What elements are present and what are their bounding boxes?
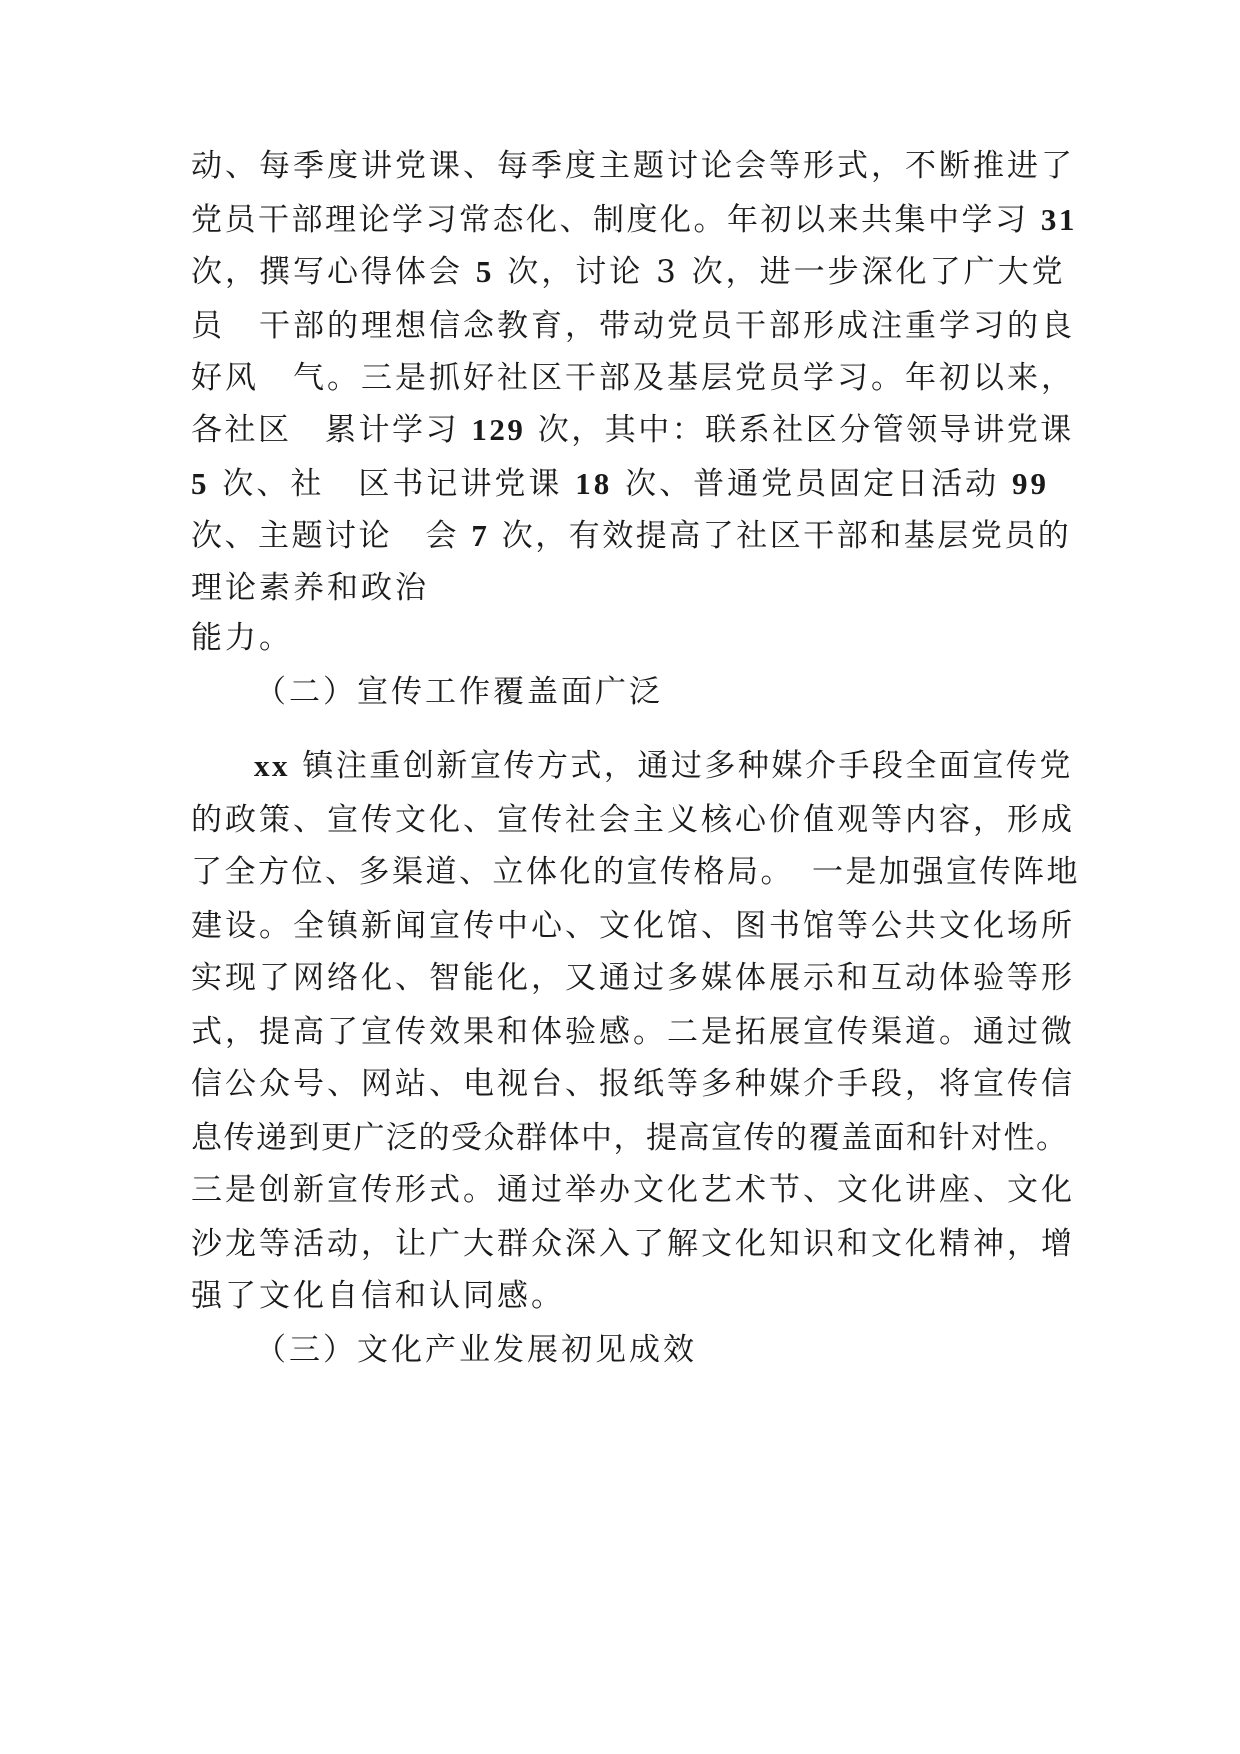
paragraph-line	[191, 1276, 565, 1316]
text-run: 信公众号、网站、电视台、报纸等多种媒介手段，将宣传信	[191, 1066, 1075, 1102]
text-run: 党员干部理论学习常态化、制度化。年初以来共集中学习	[191, 202, 1041, 238]
paragraph-line	[191, 852, 1080, 892]
number-run: 18	[575, 466, 613, 501]
number-run: 99	[1011, 466, 1049, 501]
text-run: 次，其中：联系社区分管领导讲党课	[525, 412, 1074, 448]
text-run: 沙龙等活动，让广大群众深入了解文化知识和文化精神，增	[191, 1226, 1075, 1262]
text-run: 三是创新宣传形式。通过举办文化艺术节、文化讲座、文化	[191, 1172, 1075, 1208]
paragraph-line	[191, 146, 1075, 186]
text-run: xx	[254, 748, 290, 783]
paragraph-line	[191, 568, 429, 608]
paragraph-line	[191, 464, 1049, 504]
paragraph-line	[191, 618, 293, 658]
text-run: 建设。全镇新闻宣传中心、文化馆、图书馆等公共文化场所	[191, 908, 1075, 944]
paragraph-line	[191, 958, 1075, 998]
section-heading: （二）宣传工作覆盖面广泛	[255, 674, 663, 710]
paragraph-line	[191, 1118, 1069, 1158]
text-run: 能力。	[191, 620, 293, 656]
text-run: 了全方位、多渠道、立体化的宣传格局。 一是加强宣传阵地	[191, 854, 1080, 890]
number-run: 129	[471, 412, 526, 447]
section-heading: （三）文化产业发展初见成效	[255, 1332, 697, 1368]
number-run: 7	[471, 518, 490, 553]
text-run: 次、普通党员固定日活动	[612, 466, 1012, 502]
paragraph-line	[191, 516, 1071, 556]
text-run: 动、每季度讲党课、每季度主题讨论会等形式，不断推进了	[191, 148, 1075, 184]
paragraph-line	[254, 746, 1073, 786]
paragraph-line	[191, 1224, 1075, 1264]
text-run: 员 干部的理想信念教育，带动党员干部形成注重学习的良	[191, 308, 1075, 344]
paragraph-line	[191, 1064, 1075, 1104]
text-run: 好风 气。三是抓好社区干部及基层党员学习。年初以来，	[191, 360, 1075, 396]
paragraph-line	[191, 358, 1075, 398]
text-run: 次、社 区书记讲党课	[209, 466, 576, 502]
paragraph-line	[191, 1170, 1075, 1210]
text-run: 强了文化自信和认同感。	[191, 1278, 565, 1314]
text-run: 次，讨论 3 次，进一步深化了广大党	[494, 254, 1066, 290]
paragraph-line	[191, 906, 1075, 946]
text-run: 镇注重创新宣传方式，通过多种媒介手段全面宣传党	[290, 748, 1073, 784]
paragraph-line	[191, 410, 1074, 450]
text-run: 息传递到更广泛的受众群体中，提高宣传的覆盖面和针对性。	[191, 1120, 1069, 1156]
number-run: 5	[475, 254, 495, 289]
text-run: 次，撰写心得体会	[191, 254, 476, 290]
text-run: 次、主题讨论 会	[191, 518, 472, 554]
text-run: 各社区 累计学习	[191, 412, 472, 448]
paragraph-line	[191, 306, 1075, 346]
number-run: 31	[1040, 202, 1077, 237]
text-run: 的政策、宣传文化、宣传社会主义核心价值观等内容，形成	[191, 802, 1075, 838]
paragraph-line	[191, 252, 1066, 292]
number-run: 5	[191, 466, 210, 501]
text-run: 式，提高了宣传效果和体验感。二是拓展宣传渠道。通过微	[191, 1014, 1075, 1050]
paragraph-line	[191, 800, 1075, 840]
text-run: 实现了网络化、智能化，又通过多媒体展示和互动体验等形	[191, 960, 1075, 996]
paragraph-line	[191, 200, 1077, 240]
paragraph-line	[191, 1012, 1075, 1052]
text-run: 理论素养和政治	[191, 570, 429, 606]
text-run: 次，有效提高了社区干部和基层党员的	[489, 518, 1072, 554]
